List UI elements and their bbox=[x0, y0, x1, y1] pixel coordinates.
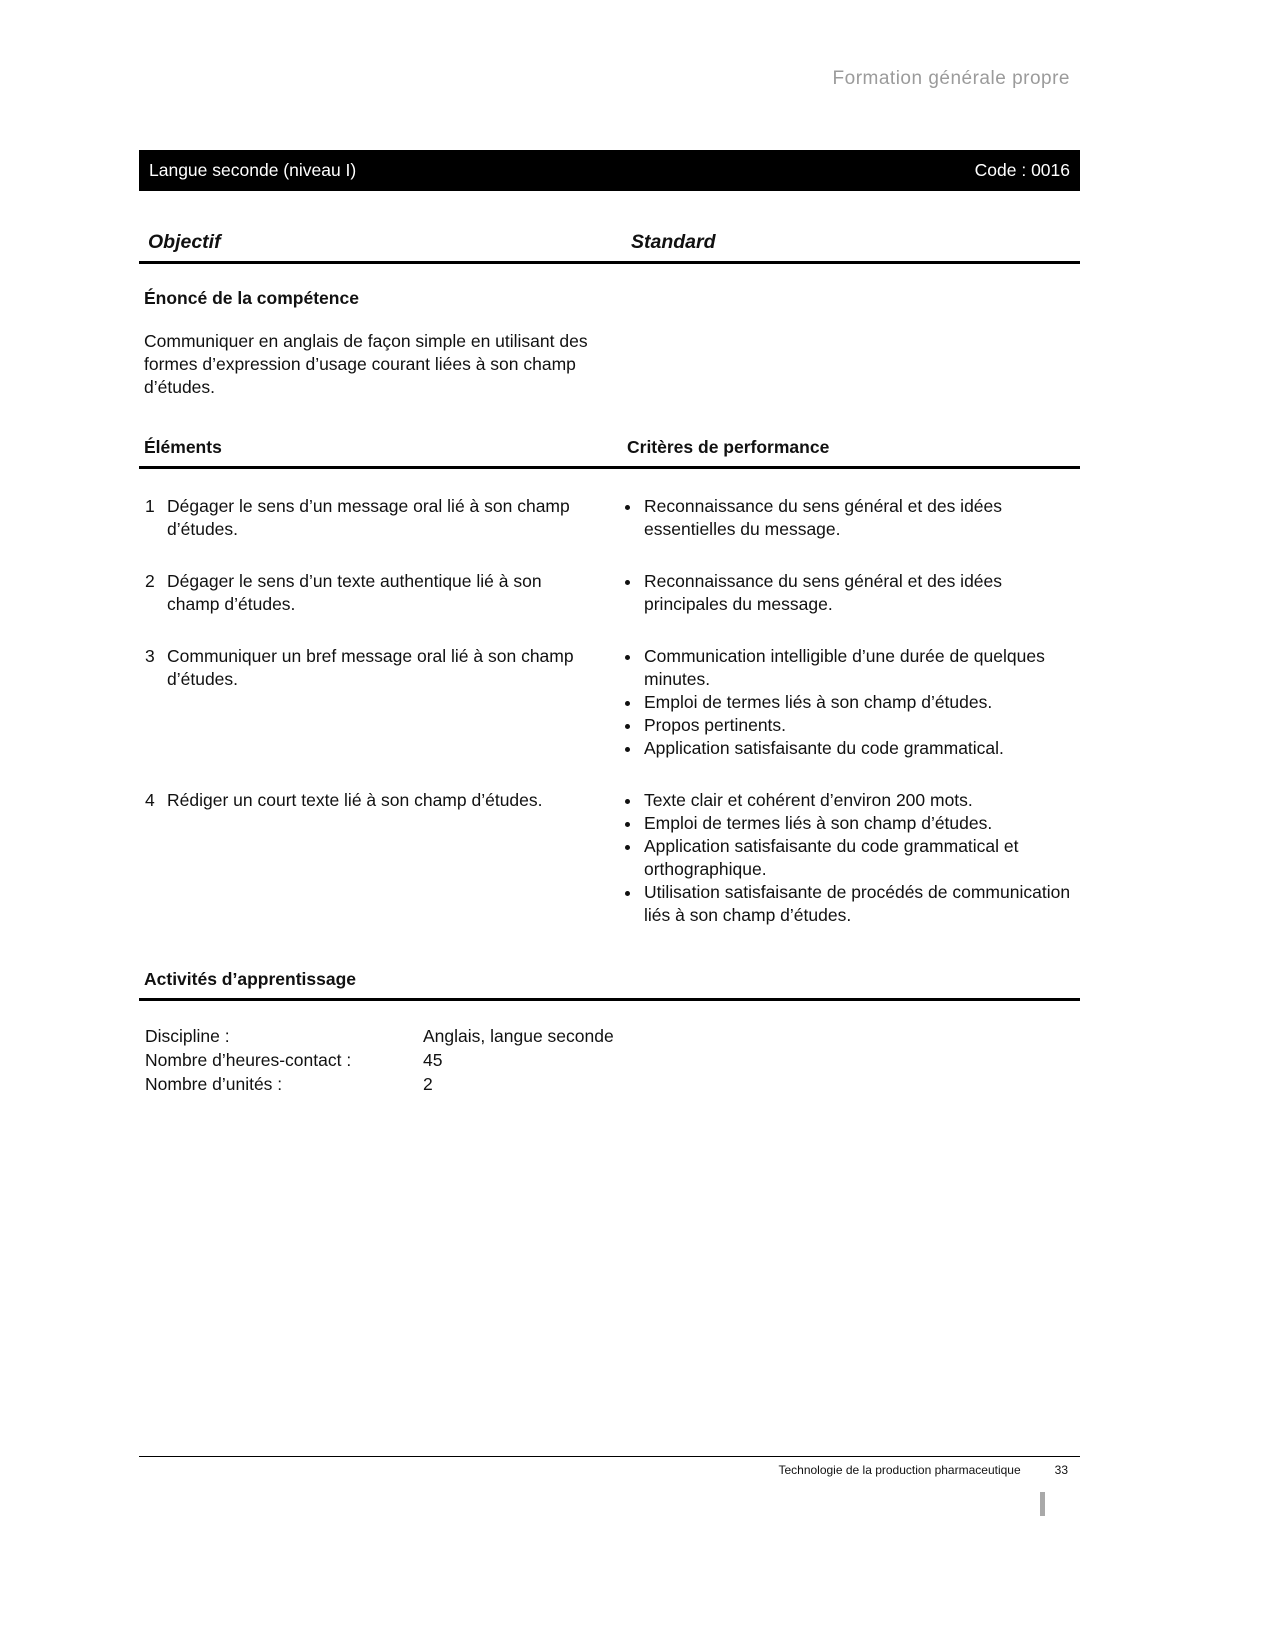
field-value: Anglais, langue seconde bbox=[423, 1026, 614, 1046]
footer-program-title: Technologie de la production pharmaceutique bbox=[778, 1463, 1021, 1477]
element-text: Rédiger un court texte lié à son champ d’études. bbox=[167, 790, 543, 810]
elements-criteria-header bbox=[139, 437, 1080, 469]
field-value: 45 bbox=[423, 1050, 443, 1070]
course-title-bar bbox=[139, 150, 1080, 191]
course-code: Code : 0016 bbox=[974, 160, 1070, 180]
elements-table bbox=[139, 495, 1080, 927]
element-number: 1 bbox=[145, 496, 155, 516]
table-row bbox=[139, 645, 1080, 760]
element-text: Dégager le sens d’un message oral lié à son champ d’études. bbox=[167, 496, 570, 539]
elements-heading: Éléments bbox=[144, 437, 222, 457]
criteria-item: • Application satisfaisante du code grammatical. bbox=[642, 737, 1080, 760]
standard-heading: Standard bbox=[631, 231, 716, 253]
criteria-item: • Reconnaissance du sens général et des idées essentielles du message. bbox=[642, 495, 1080, 541]
running-header: Formation générale propre bbox=[832, 68, 1070, 89]
table-row bbox=[139, 789, 1080, 927]
activities-fields bbox=[139, 1024, 1080, 1096]
footer-page-number: 33 bbox=[1054, 1463, 1068, 1477]
field-label: Discipline : bbox=[145, 1026, 230, 1046]
field-row bbox=[139, 1048, 1080, 1072]
criteria-item: • Texte clair et cohérent d’environ 200 mots. bbox=[642, 789, 1080, 812]
table-row bbox=[139, 570, 1080, 616]
table-row bbox=[139, 495, 1080, 541]
element-text: Dégager le sens d’un texte authentique lié à son champ d’études. bbox=[167, 571, 542, 614]
element-cell bbox=[139, 570, 622, 616]
competence-body: Communiquer en anglais de façon simple en utilisant des formes d’expression d’usage courant liées à son champ d’études. bbox=[144, 331, 588, 397]
footer-divider bbox=[139, 1456, 1080, 1457]
element-cell bbox=[139, 495, 622, 541]
field-row bbox=[139, 1024, 1080, 1048]
element-number: 4 bbox=[145, 790, 155, 810]
criteria-item: • Emploi de termes liés à son champ d’études. bbox=[642, 691, 1080, 714]
criteria-item: • Reconnaissance du sens général et des idées principales du message. bbox=[642, 570, 1080, 616]
objectif-heading: Objectif bbox=[148, 231, 221, 253]
criteria-item: • Emploi de termes liés à son champ d’études. bbox=[642, 812, 1080, 835]
competence-heading: Énoncé de la compétence bbox=[144, 288, 359, 308]
objectif-standard-header bbox=[139, 231, 1080, 264]
element-text: Communiquer un bref message oral lié à son champ d’études. bbox=[167, 646, 574, 689]
criteria-item: • Utilisation satisfaisante de procédés de communication liés à son champ d’études. bbox=[642, 881, 1080, 927]
footer-binding-mark bbox=[1040, 1492, 1045, 1516]
field-value: 2 bbox=[423, 1074, 433, 1094]
footer bbox=[139, 1463, 1080, 1477]
criteria-heading: Critères de performance bbox=[627, 437, 830, 457]
element-number: 3 bbox=[145, 646, 155, 666]
element-cell bbox=[139, 789, 622, 927]
field-row bbox=[139, 1072, 1080, 1096]
field-label: Nombre d’unités : bbox=[145, 1074, 283, 1094]
page-content bbox=[139, 0, 1080, 1096]
element-number: 2 bbox=[145, 571, 155, 591]
criteria-item: • Propos pertinents. bbox=[642, 714, 1080, 737]
element-cell bbox=[139, 645, 622, 760]
criteria-list bbox=[622, 645, 1080, 760]
criteria-list bbox=[622, 495, 1080, 541]
field-label: Nombre d’heures-contact : bbox=[145, 1050, 352, 1070]
course-title: Langue seconde (niveau I) bbox=[149, 160, 357, 180]
activities-heading: Activités d’apprentissage bbox=[139, 969, 1080, 1001]
criteria-list bbox=[622, 789, 1080, 927]
criteria-item: • Communication intelligible d’une durée de quelques minutes. bbox=[642, 645, 1080, 691]
criteria-item: • Application satisfaisante du code grammatical et orthographique. bbox=[642, 835, 1080, 881]
criteria-list bbox=[622, 570, 1080, 616]
